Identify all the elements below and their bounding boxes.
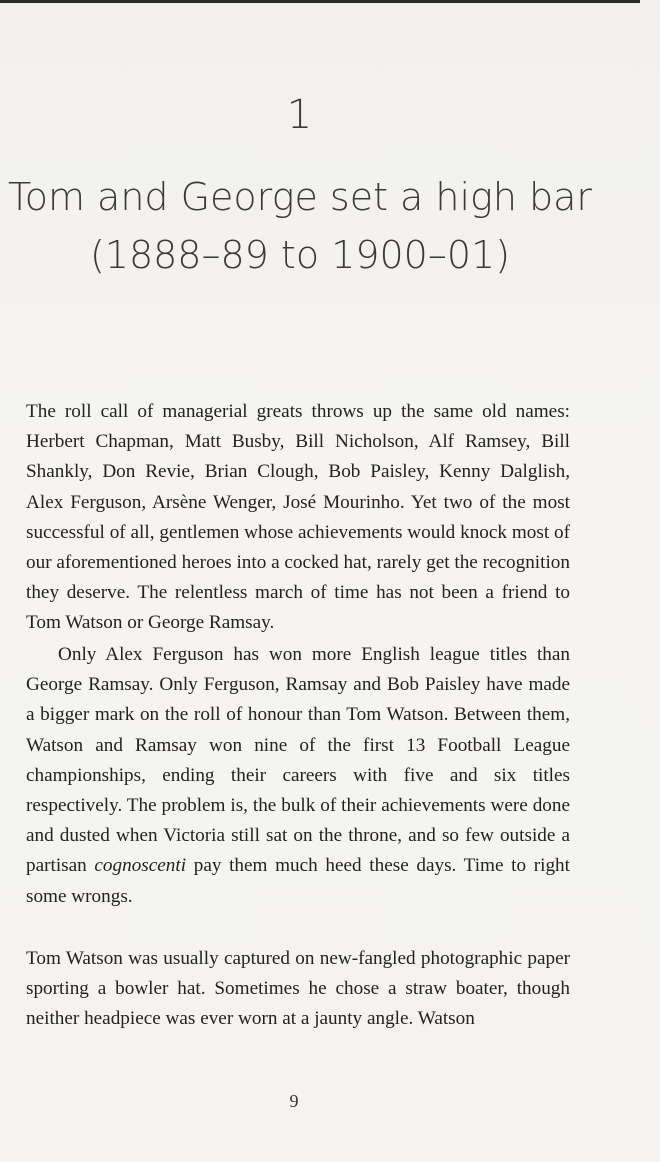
page-top-edge (0, 0, 640, 3)
chapter-title-line-2: (1888–89 to 1900–01) (89, 233, 511, 277)
chapter-number: 1 (286, 92, 314, 138)
chapter-title-line-1: Tom and George set a high bar (7, 175, 593, 219)
paragraph-3: Tom Watson was usually captured on new-fangled photographic paper sporting a bowler hat. Sometimes he chose a straw boater, though neither headpiece was ever worn at a jaunty angle. Watson (26, 948, 570, 1030)
paragraph-1: The roll call of managerial greats throws up the same old names: Herbert Chapman, Matt Busby, Bill Nicholson, Alf Ramsey, Bill Shankly, Don Revie, Brian Clough, Bob Paisley, Kenny Dalglish, Alex Ferguson, Arsène Wenger, José Mourinho. Yet two of the most successful of all, gentlemen whose achievements would knock most of our aforementioned heroes into a cocked hat, rarely get the recognition they deserve. The relentless march of time has not been a friend to Tom Watson or George Ramsay. (26, 401, 570, 634)
paragraph-2 (26, 640, 570, 912)
paragraph-2-italic: cognoscenti (94, 855, 187, 877)
page-number: 9 (289, 1091, 299, 1111)
paragraph-2-text-b: pay them much heed these days. Time to right some wrongs. (26, 855, 570, 907)
chapter-title (0, 168, 600, 284)
paragraph-2-text-a: Only Alex Ferguson has won more English league titles than George Ramsay. Only Ferguson, Ramsay and Bob Paisley have made a bigger mark on the roll of honour than Tom Watson. Between them, Watson and Ramsay won nine of the first 13 Football League championships, ending their careers with five and six titles respectively. The problem is, the bulk of their achievements were done and dusted when Victoria still sat on the throne, and so few outside a partisan (26, 644, 570, 877)
